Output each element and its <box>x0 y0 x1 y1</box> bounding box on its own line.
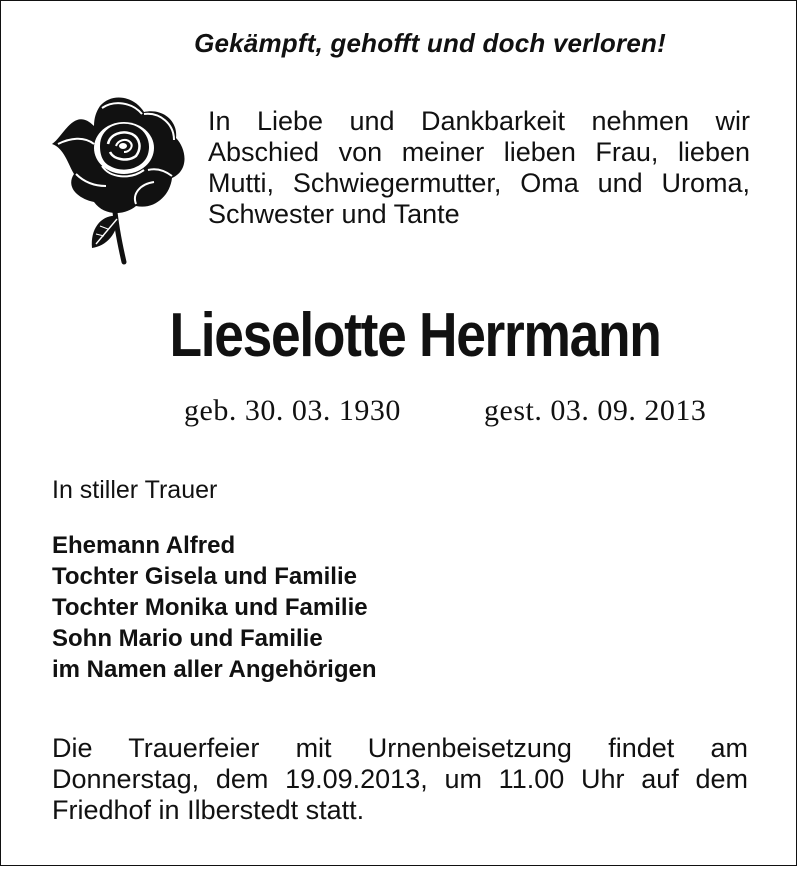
death-date: gest. 03. 09. 2013 <box>484 394 707 427</box>
intro-text: In Liebe und Dankbarkeit nehmen wir Abschied von meiner lieben Frau, lieben Mutti, Schwiegermutter, Oma und Uroma, Schwester und Tante <box>208 106 750 229</box>
birth-date: geb. 30. 03. 1930 <box>184 394 401 427</box>
mourner-item: Tochter Gisela und Familie <box>52 563 357 590</box>
funeral-notice: Die Trauerfeier mit Urnenbeisetzung findet am Donnerstag, dem 19.09.2013, um 11.00 Uhr auf dem Friedhof in Ilberstedt statt. <box>52 733 748 825</box>
motto-heading: Gekämpft, gehofft und doch verloren! <box>194 28 666 58</box>
mourner-item: Sohn Mario und Familie <box>52 625 323 652</box>
rose-icon <box>44 86 194 266</box>
mourner-item: Tochter Monika und Familie <box>52 594 368 621</box>
mourner-item: im Namen aller Angehörigen <box>52 656 377 683</box>
mourning-label: In stiller Trauer <box>52 476 218 504</box>
mourner-item: Ehemann Alfred <box>52 532 236 559</box>
deceased-name: Lieselotte Herrmann <box>169 301 661 370</box>
mourners-list <box>52 530 377 685</box>
